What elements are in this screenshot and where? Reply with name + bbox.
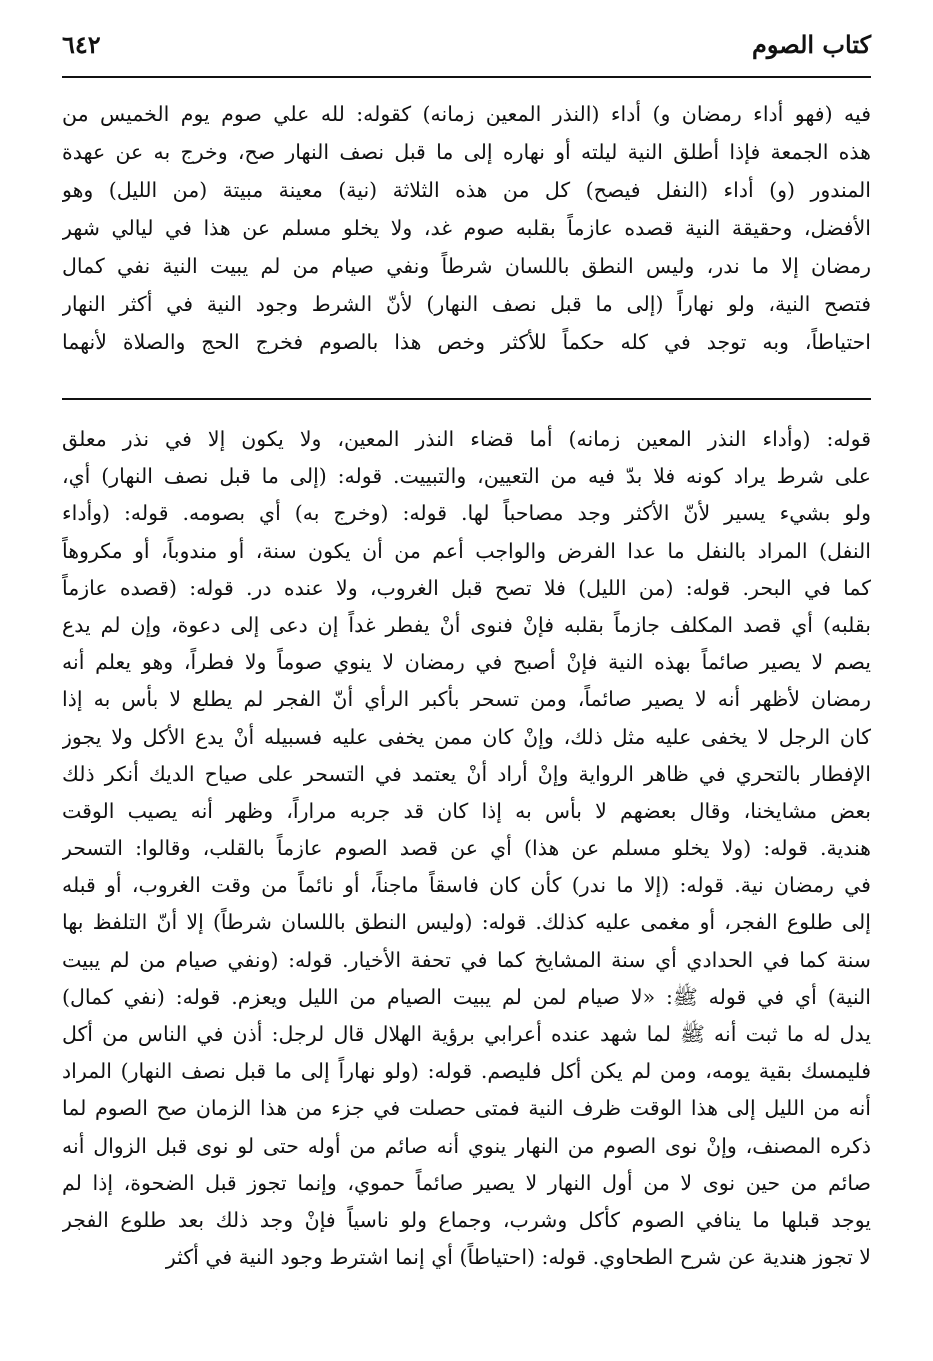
main-text	[62, 95, 871, 361]
running-head	[62, 28, 871, 68]
commentary-line: في رمضان نية. قوله: (إلا ما ندر) كأن كان فاسقاً ماجناً، أو نائماً من وقت الغروب، أو قبله	[62, 873, 871, 898]
commentary-line: قوله: (وأداء النذر المعين زمانه) أما قضاء النذر المعين، ولا يكون إلا في نذر معلق	[62, 427, 871, 451]
main-text-line: المندور (و) أداء (النفل فيصح) كل من هذه الثلاثة (نية) معينة مبيتة (من الليل) وهو	[62, 178, 871, 202]
main-text-line: هذه الجمعة فإذا أطلق النية ليلته أو نهاره إلى ما قبل نصف النهار صح، وخرج به عن عهدة	[62, 140, 871, 164]
commentary-line: كان الرجل لا يخفى عليه مثل ذلك، وإنْ كان ممن يخفى عليه فسبيله أنْ يدع الأكل ولا يجوز	[62, 724, 871, 749]
separator-rule	[62, 398, 871, 400]
commentary-line: كما في البحر. قوله: (من الليل) فلا تصح قبل الغروب، ولا عنده در. قوله: (قصده عازماً	[62, 575, 871, 600]
commentary-line: يوجد قبلها ما ينافي الصوم كأكل وشرب، وجماع ولو ناسياً فإنْ وجد ذلك بعد طلوع الفجر	[62, 1207, 871, 1232]
commentary-line: هندية. قوله: (ولا يخلو مسلم عن هذا) أي عن قصد الصوم عازماً بالقلب، وقالوا: التسحر	[62, 836, 871, 861]
commentary-text	[62, 421, 871, 1276]
main-text-line: احتياطاً، وبه توجد في كله حكماً للأكثر وخص هذا بالصوم فخرج الحج والصلاة لأنهما	[62, 330, 871, 354]
commentary-line: ذكره المصنف، وإنْ نوى الصوم من النهار ينوي أنه صائم من أوله حتى لو نوى قبل الزوال أنه	[62, 1133, 871, 1158]
commentary-line: الإفطار بالتحري في ظاهر الرواية وإنْ أراد أنْ يعتمد في التسحر على صياح الديك أنكر ذلك	[62, 761, 871, 786]
commentary-line: بقلبه) أي قصد المكلف جازماً بقلبه فإنْ فنوى أنْ يفطر غداً إن دعى إلى دعوة، وإن لم يدع	[62, 612, 871, 637]
commentary-line: صائم من حين نوى لا من أول النهار لا يصير صائماً حموي، وإنما تجوز قبل الضحوة، إذا لم	[62, 1170, 871, 1195]
commentary-line: النفل) المراد بالنفل ما عدا الفرض والواجب أعم من أن يكون سنة، أو مندوباً، أو مكروهاً	[62, 538, 871, 563]
header-rule	[62, 76, 871, 78]
main-text-line: فيه (فهو أداء رمضان و) أداء (النذر المعين زمانه) كقوله: لله علي صوم يوم الخميس من	[62, 102, 871, 126]
main-text-line: الأفضل، وحقيقة النية قصده عازماً بقلبه صوم غد، ولا يخلو مسلم عن هذا في ليالي شهر	[62, 216, 871, 240]
commentary-line: يصم لا يصير صائماً بهذه النية فإنْ أصبح في رمضان لا ينوي صوماً ولا فطراً، وهو يعلم أنه	[62, 650, 871, 675]
main-text-line: فتصح النية، ولو نهاراً (إلى ما قبل نصف النهار) لأنّ الشرط وجود النية في أكثر النهار	[62, 292, 871, 316]
commentary-line: سنة كما في الحدادي أي سنة المشايخ كما في تحفة الأخيار. قوله: (ونفي صيام من لم يبيت	[62, 947, 871, 972]
commentary-line: أنه من الليل إلى هذا الوقت ظرف النية فمتى حصلت في جزء من هذا الزمان صح الصوم لما	[62, 1096, 871, 1121]
main-text-line: رمضان إلا ما ندر، وليس النطق باللسان شرطاً ونفي صيام من لم يبيت النية نفي كمال	[62, 254, 871, 278]
commentary-line: رمضان لأظهر أنه لا يصير صائماً، ومن تسحر بأكبر الرأي أنّ الفجر لم يطلع لا بأس به إذا	[62, 687, 871, 712]
commentary-line: فليمسك بقية يومه، ومن لم يكن أكل فليصم. قوله: (ولو نهاراً إلى ما قبل نصف النهار) المراد	[62, 1059, 871, 1084]
commentary-line: النية) أي في قوله ﷺ: «لا صيام لمن لم يبيت الصيام من الليل ويعزم. قوله: (نفي كمال)	[62, 984, 871, 1009]
commentary-line: بعض مشايخنا، وقال بعضهم لا بأس به إذا كان قد جربه مراراً، وظهر أنه يصيب الوقت	[62, 798, 871, 823]
commentary-line: إلى طلوع الفجر، أو مغمى عليه كذلك. قوله: (وليس النطق باللسان شرطاً) إلا أنّ التلفظ بها	[62, 910, 871, 935]
commentary-line: يدل له ما ثبت أنه ﷺ لما شهد عنده أعرابي برؤية الهلال قال لرجل: أذن في الناس من أكل	[62, 1022, 871, 1046]
commentary-line: على شرط يراد كونه فلا بدّ فيه من التعيين، والتبييت. قوله: (إلى ما قبل نصف النهار) أي،	[62, 464, 871, 489]
page-number: ٦٤٢	[62, 30, 101, 59]
commentary-line: لا تجوز هندية عن شرح الطحاوي. قوله: (احتياطاً) أي إنما اشترط وجود النية في أكثر	[165, 1245, 871, 1270]
commentary-line: ولو بشيء يسير لأنّ الأكثر وجد مصاحباً لها. قوله: (وخرج به) أي بصومه. قوله: (وأداء	[62, 501, 871, 526]
book-title: كتاب الصوم	[752, 30, 871, 59]
